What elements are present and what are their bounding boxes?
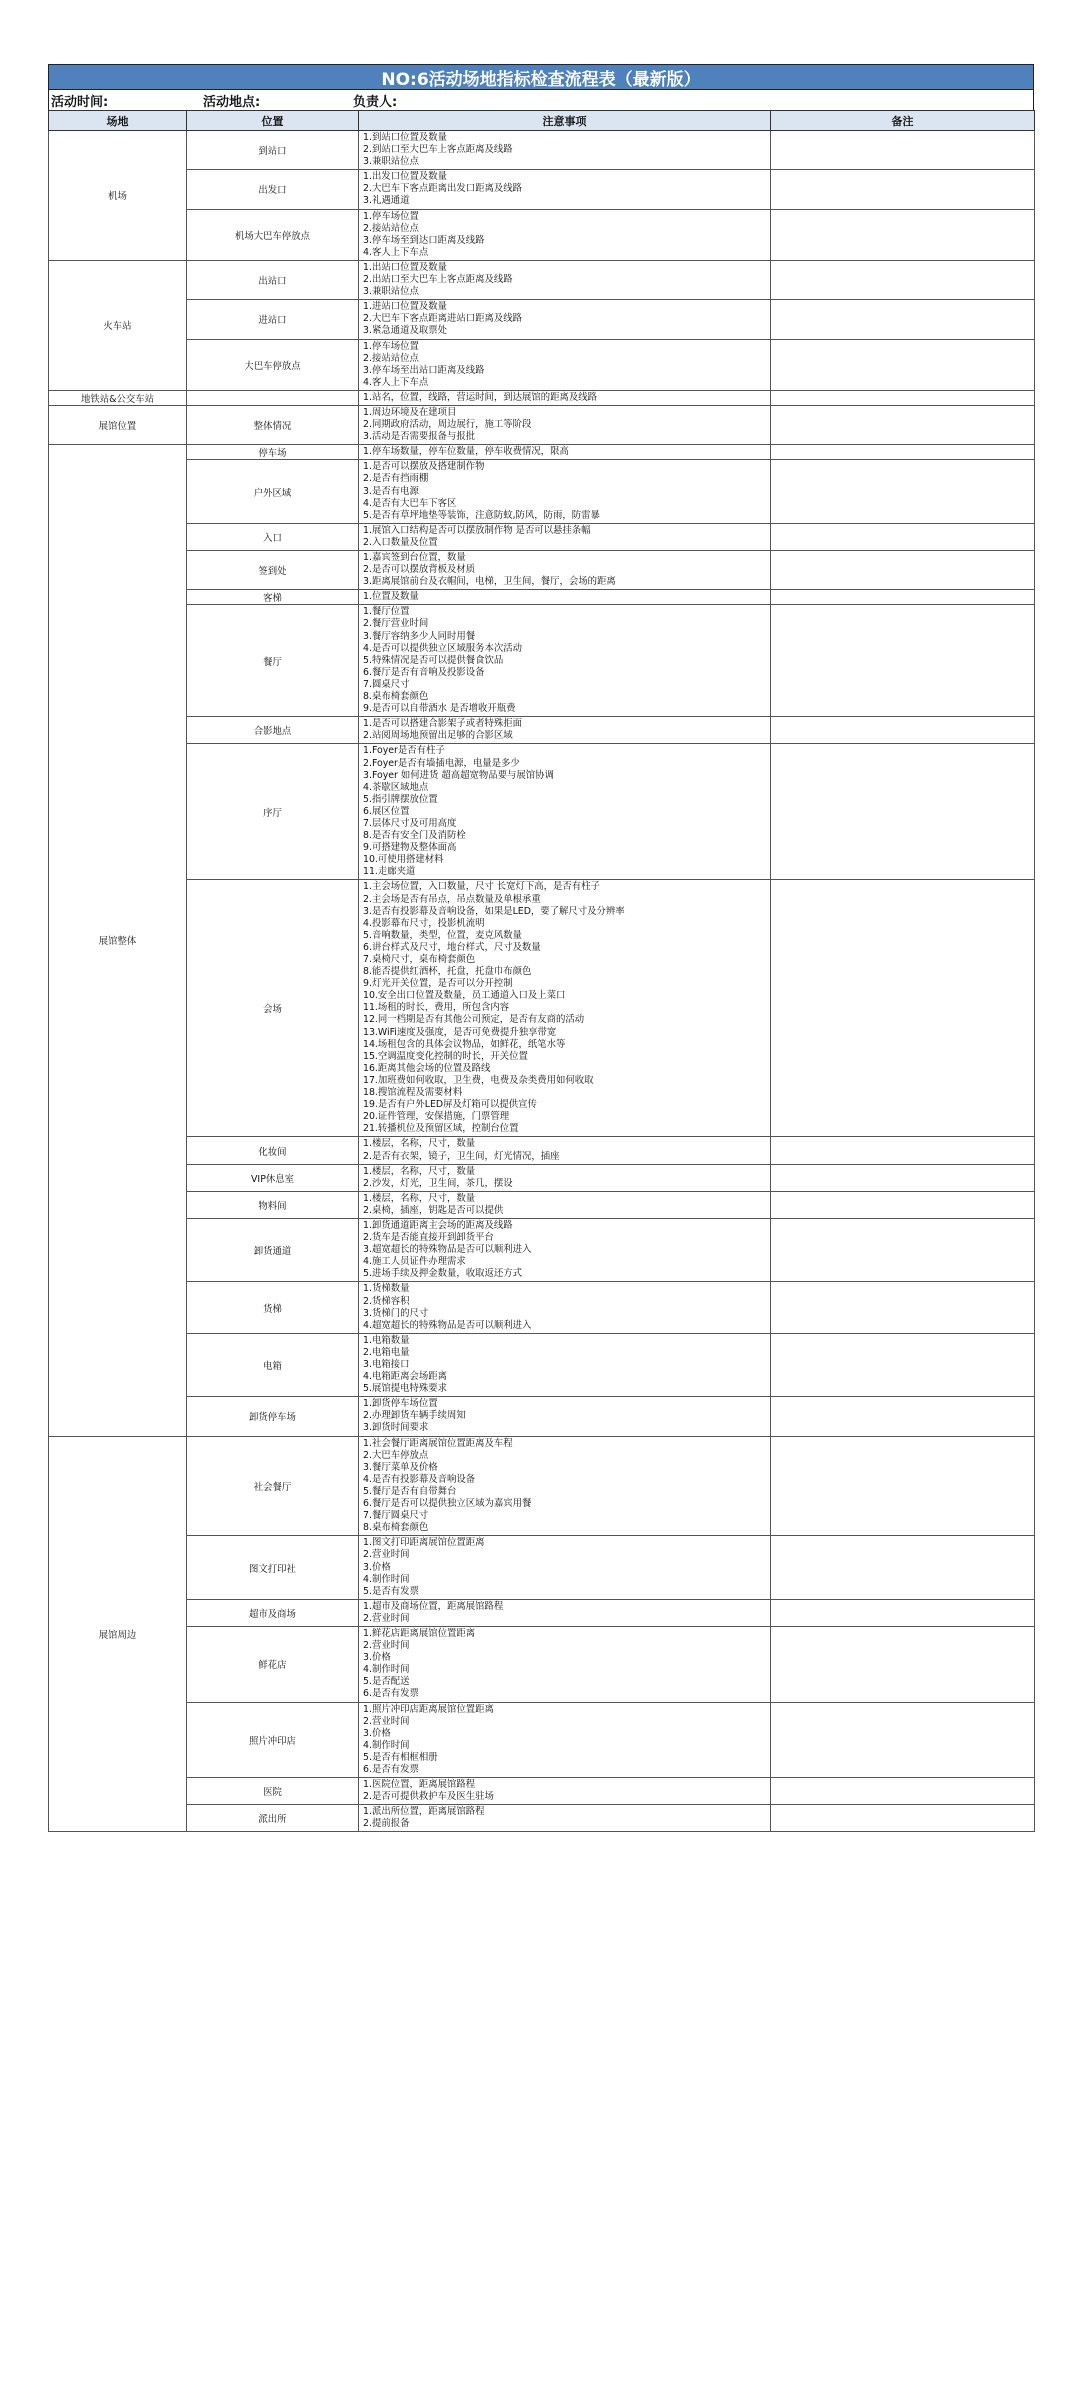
remark-cell [771,1599,1035,1626]
note-line: 10.安全出口位置及数量，员工通道入口及上菜口 [363,990,566,1002]
table-row [49,1137,1035,1164]
notes-cell [359,1333,771,1396]
site-cell: 地铁站&公交车站 [49,390,187,405]
note-line: 5.餐厅是否有自带舞台 [363,1485,457,1497]
note-line: 3.餐厅菜单及价格 [363,1461,438,1473]
note-line: 3.价格 [363,1652,391,1664]
remark-cell [771,1436,1035,1536]
note-line: 20.证件管理，安保措施，门票管理 [363,1111,510,1123]
note-line: 11.场租的时长，费用，所包含内容 [363,1002,510,1014]
position-cell: 超市及商场 [187,1599,359,1626]
table-row [49,209,1035,260]
position-cell: 整体情况 [187,405,359,444]
notes-cell [359,209,771,260]
notes-cell [359,744,771,880]
notes-cell [359,460,771,523]
note-line: 2.大巴车停放点 [363,1449,429,1461]
note-line: 1.货梯数量 [363,1283,410,1295]
meta-row [48,90,1034,110]
site-cell: 展馆整体 [49,445,187,1436]
activity-place-label: 活动地点: [203,94,261,110]
site-cell: 展馆周边 [49,1436,187,1832]
position-cell: 物料间 [187,1191,359,1218]
note-line: 3.价格 [363,1561,391,1573]
note-line: 2.大巴车下客点距离出发口距离及线路 [363,183,522,195]
note-line: 8.能否提供红酒杯，托盘，托盘巾布颜色 [363,966,532,978]
note-line: 2.营业时间 [363,1715,410,1727]
note-line: 1.出发口位置及数量 [363,171,447,183]
note-line: 2.接站站位点 [363,352,419,364]
remark-cell [771,339,1035,390]
note-line: 2.入口数量及位置 [363,536,438,548]
notes-cell [359,390,771,405]
note-line: 1.是否可以搭建合影架子或者特殊拒面 [363,718,522,730]
note-line: 4.茶歇区域地点 [363,781,429,793]
note-line: 2.主会场是否有吊点，吊点数量及单根承重 [363,893,541,905]
remark-cell [771,131,1035,170]
note-line: 9.灯光开关位置，是否可以分开控制 [363,978,513,990]
note-line: 13.WiFi速度及强度，是否可免费提升独享带宽 [363,1026,557,1038]
notes-cell [359,1702,771,1778]
note-line: 3.是否有电源 [363,485,419,497]
remark-cell [771,1282,1035,1333]
notes-cell [359,405,771,444]
note-line: 6.是否有发票 [363,1688,419,1700]
note-line: 6.讲台样式及尺寸，地台样式，尺寸及数量 [363,941,541,953]
note-line: 3.是否有投影幕及音响设备，如果是LED，要了解尺寸及分辨率 [363,905,625,917]
remark-cell [771,880,1035,1137]
table-row [49,744,1035,880]
note-line: 1.医院位置，距离展馆路程 [363,1779,476,1791]
table-row [49,445,1035,460]
position-cell: 鲜花店 [187,1626,359,1702]
note-line: 15.空调温度变化控制的时长，开关位置 [363,1050,528,1062]
table-row [49,717,1035,744]
note-line: 10.可使用搭建材料 [363,854,444,866]
note-line: 6.是否有发票 [363,1764,419,1775]
note-line: 1.电箱数量 [363,1334,410,1346]
table-row [49,1436,1035,1536]
note-line: 7.圆桌尺寸 [363,678,410,690]
table-row [49,1333,1035,1396]
remark-cell [771,1333,1035,1396]
note-line: 2.营业时间 [363,1612,410,1624]
note-line: 3.停车场至到达口距离及线路 [363,234,485,246]
notes-cell [359,1397,771,1436]
position-cell: 出站口 [187,260,359,299]
note-line: 2.到站口至大巴车上客点距离及线路 [363,144,513,156]
position-cell: 大巴车停放点 [187,339,359,390]
site-cell: 展馆位置 [49,405,187,444]
checklist-body [49,131,1035,1832]
note-line: 1.出站口位置及数量 [363,261,447,273]
note-line: 14.场租包含的具体会议物品，如鲜花，纸笔水等 [363,1038,566,1050]
table-row [49,131,1035,170]
notes-cell [359,590,771,605]
remark-cell [771,1164,1035,1191]
table-row [49,1282,1035,1333]
owner-label: 负责人: [353,94,398,110]
note-line: 1.位置及数量 [363,591,419,603]
position-cell: 化妆间 [187,1137,359,1164]
notes-cell [359,1536,771,1599]
table-row [49,300,1035,339]
activity-time-label: 活动时间: [51,94,109,110]
note-line: 3.电箱接口 [363,1359,410,1370]
checklist-sheet [48,64,1034,1832]
note-line: 5.音响数量，类型，位置，麦克风数量 [363,929,522,941]
note-line: 4.投影幕布尺寸，投影机流明 [363,917,485,929]
remark-cell [771,300,1035,339]
note-line: 3.距离展馆前台及衣帽间，电梯，卫生间，餐厅，会场的距离 [363,576,616,588]
table-row [49,1778,1035,1805]
note-line: 2.货车是否能直接开到卸货平台 [363,1232,494,1244]
notes-cell [359,1626,771,1702]
notes-cell [359,523,771,550]
note-line: 2.大巴车下客点距离进站口距离及线路 [363,313,522,325]
note-line: 3.价格 [363,1727,391,1739]
notes-cell [359,131,771,170]
table-row [49,1191,1035,1218]
note-line: 1.是否可以摆放及搭建制作物 [363,461,485,473]
note-line: 1.停车场位置 [363,210,419,222]
position-cell: 客梯 [187,590,359,605]
note-line: 1.周边环境及在建项目 [363,406,457,418]
note-line: 11.走廊夹道 [363,866,416,878]
note-line: 2.接站站位点 [363,222,419,234]
note-line: 2.Foyer是否有墙插电源，电量是多少 [363,757,520,769]
note-line: 4.施工人员证件办理需求 [363,1256,466,1268]
header-notes: 注意事项 [359,111,771,131]
position-cell: 到站口 [187,131,359,170]
remark-cell [771,460,1035,523]
note-line: 19.是否有户外LED屏及灯箱可以提供宣传 [363,1099,537,1111]
note-line: 18.搜馆流程及需要材料 [363,1087,463,1099]
note-line: 12.同一档期是否有其他公司预定，是否有友商的活动 [363,1014,585,1026]
note-line: 5.进场手续及押金数量，收取返还方式 [363,1268,522,1280]
note-line: 1.餐厅位置 [363,606,410,618]
note-line: 5.特殊情况是否可以提供餐食饮品 [363,654,504,666]
note-line: 2.办理卸货车辆手续周知 [363,1410,466,1422]
note-line: 1.停车场位置 [363,340,419,352]
note-line: 8.是否有安全门及消防栓 [363,830,466,842]
notes-cell [359,300,771,339]
note-line: 1.楼层，名称，尺寸，数量 [363,1165,476,1177]
note-line: 4.制作时间 [363,1664,410,1676]
note-line: 1.楼层，名称，尺寸，数量 [363,1138,476,1150]
note-line: 6.展区位置 [363,805,410,817]
notes-cell [359,1164,771,1191]
note-line: 1.照片冲印店距离展馆位置距离 [363,1703,494,1715]
note-line: 1.Foyer是否有柱子 [363,745,445,757]
notes-cell [359,1599,771,1626]
note-line: 3.超宽超长的特殊物品是否可以顺利进入 [363,1244,532,1256]
table-row [49,551,1035,590]
position-cell: 电箱 [187,1333,359,1396]
note-line: 6.餐厅是否有音响及投影设备 [363,666,485,678]
position-cell: 入口 [187,523,359,550]
note-line: 3.活动是否需要报备与报批 [363,431,476,443]
note-line: 3.兼职站位点 [363,156,419,168]
remark-cell [771,744,1035,880]
remark-cell [771,551,1035,590]
note-line: 2.桌椅，插座，钥匙是否可以提供 [363,1204,504,1216]
note-line: 3.紧急通道及取票处 [363,325,447,337]
remark-cell [771,1536,1035,1599]
note-line: 2.营业时间 [363,1640,410,1652]
table-row [49,170,1035,209]
note-line: 17.加班费如何收取，卫生费，电费及杂类费用如何收取 [363,1074,594,1086]
note-line: 1.停车场数量，停车位数量，停车收费情况，限高 [363,446,569,458]
remark-cell [771,605,1035,717]
position-cell: 卸货通道 [187,1218,359,1281]
position-cell: 签到处 [187,551,359,590]
note-line: 7.层体尺寸及可用高度 [363,817,457,829]
notes-cell [359,1218,771,1281]
remark-cell [771,1702,1035,1778]
note-line: 2.是否有挡雨棚 [363,473,429,485]
notes-cell [359,605,771,717]
note-line: 1.主会场位置，入口数量，尺寸 长宽灯下高，是否有柱子 [363,881,600,893]
notes-cell [359,170,771,209]
note-line: 6.餐厅是否可以提供独立区域为嘉宾用餐 [363,1498,532,1510]
remark-cell [771,170,1035,209]
remark-cell [771,590,1035,605]
remark-cell [771,445,1035,460]
notes-cell [359,551,771,590]
remark-cell [771,1397,1035,1436]
table-row [49,260,1035,299]
note-line: 2.电箱电量 [363,1346,410,1358]
remark-cell [771,523,1035,550]
table-row [49,1536,1035,1599]
note-line: 2.出站口至大巴车上客点距离及线路 [363,274,513,286]
note-line: 21.转播机位及预留区域，控制台位置 [363,1123,519,1135]
note-line: 8.桌布椅套颜色 [363,691,429,703]
remark-cell [771,209,1035,260]
checklist-table [48,110,1035,1832]
table-row [49,605,1035,717]
note-line: 1.嘉宾签到台位置，数量 [363,552,466,563]
position-cell: 卸货停车场 [187,1397,359,1436]
note-line: 2.站阅周场地预留出足够的合影区域 [363,730,513,742]
remark-cell [771,1137,1035,1164]
note-line: 5.是否有草坪地垫等装饰，注意防蚊,防风，防雨，防雷暴 [363,509,600,521]
note-line: 3.Foyer 如何进货 超高超宽物品要与展馆协调 [363,769,554,781]
note-line: 4.电箱距离会场距离 [363,1371,447,1383]
notes-cell [359,445,771,460]
table-row [49,590,1035,605]
position-cell: VIP休息室 [187,1164,359,1191]
position-cell: 派出所 [187,1805,359,1832]
note-line: 4.制作时间 [363,1573,410,1585]
note-line: 1.楼层，名称，尺寸，数量 [363,1192,476,1204]
remark-cell [771,1626,1035,1702]
note-line: 2.餐厅营业时间 [363,618,429,630]
header-remarks: 备注 [771,111,1035,131]
remark-cell [771,1191,1035,1218]
table-row [49,1218,1035,1281]
position-cell [187,390,359,405]
note-line: 5.是否有相框相册 [363,1751,438,1763]
position-cell: 机场大巴车停放点 [187,209,359,260]
remark-cell [771,1778,1035,1805]
note-line: 5.指引牌摆放位置 [363,793,438,805]
note-line: 1.站名，位置，线路，营运时间，到达展馆的距离及线路 [363,391,597,403]
table-row [49,1626,1035,1702]
note-line: 3.货梯门的尺寸 [363,1307,429,1319]
note-line: 7.桌椅尺寸，桌布椅套颜色 [363,954,476,965]
position-cell: 医院 [187,1778,359,1805]
position-cell: 序厅 [187,744,359,880]
position-cell: 户外区域 [187,460,359,523]
note-line: 5.展馆提电特殊要求 [363,1383,447,1395]
remark-cell [771,717,1035,744]
site-cell: 机场 [49,131,187,261]
note-line: 2.是否可以摆放背板及材质 [363,564,476,576]
note-line: 1.社会餐厅距离展馆位置距离及车程 [363,1437,513,1449]
note-line: 1.图文打印距离展馆位置距离 [363,1537,485,1549]
notes-cell [359,1282,771,1333]
notes-cell [359,1778,771,1805]
position-cell: 照片冲印店 [187,1702,359,1778]
note-line: 3.卸货时间要求 [363,1422,429,1434]
remark-cell [771,260,1035,299]
header-site: 场地 [49,111,187,131]
position-cell: 合影地点 [187,717,359,744]
note-line: 7.餐厅圆桌尺寸 [363,1510,429,1522]
site-cell: 火车站 [49,260,187,390]
table-row [49,1397,1035,1436]
note-line: 2.同期政府活动，周边展行，施工等阶段 [363,419,532,431]
note-line: 4.客人上下车点 [363,246,429,258]
note-line: 1.卸货停车场位置 [363,1398,438,1410]
notes-cell [359,717,771,744]
note-line: 2.货梯容积 [363,1295,410,1307]
remark-cell [771,1218,1035,1281]
note-line: 3.礼遇通道 [363,195,410,207]
table-row [49,880,1035,1137]
table-row [49,1702,1035,1778]
remark-cell [771,405,1035,444]
note-line: 16.距离其他会场的位置及路线 [363,1062,491,1074]
note-line: 3.停车场至出站口距离及线路 [363,364,485,376]
header-position: 位置 [187,111,359,131]
note-line: 5.是否配送 [363,1676,410,1688]
notes-cell [359,880,771,1137]
note-line: 4.是否有投影幕及音响设备 [363,1473,476,1485]
table-row [49,390,1035,405]
notes-cell [359,1436,771,1536]
note-line: 9.是否可以自带酒水 是否增收开瓶费 [363,703,516,715]
table-row [49,405,1035,444]
note-line: 3.兼职站位点 [363,286,419,298]
note-line: 2.是否有衣架，镜子，卫生间，灯光情况，插座 [363,1150,560,1162]
note-line: 2.是否可提供救护车及医生驻场 [363,1791,494,1803]
note-line: 4.制作时间 [363,1739,410,1751]
table-row [49,339,1035,390]
note-line: 2.营业时间 [363,1549,410,1561]
position-cell: 货梯 [187,1282,359,1333]
note-line: 4.是否有大巴车下客区 [363,497,457,509]
notes-cell [359,1805,771,1832]
note-line: 1.展馆入口结构是否可以摆放制作物 是否可以悬挂条幅 [363,524,591,536]
note-line: 2.沙发，灯光，卫生间，茶几，摆设 [363,1177,513,1189]
table-row [49,1599,1035,1626]
notes-cell [359,1191,771,1218]
note-line: 9.可搭建物及整体面高 [363,842,457,854]
table-row [49,523,1035,550]
position-cell: 停车场 [187,445,359,460]
sheet-title: NO:6活动场地指标检查流程表（最新版） [48,64,1034,90]
note-line: 1.到站口位置及数量 [363,132,447,143]
remark-cell [771,390,1035,405]
position-cell: 餐厅 [187,605,359,717]
header-row [49,111,1035,131]
notes-cell [359,339,771,390]
remark-cell [771,1805,1035,1832]
note-line: 1.超市及商场位置，距离展馆路程 [363,1600,504,1612]
table-row [49,1164,1035,1191]
note-line: 1.鲜花店距离展馆位置距离 [363,1627,476,1639]
position-cell: 进站口 [187,300,359,339]
note-line: 1.进站口位置及数量 [363,301,447,313]
note-line: 4.超宽超长的特殊物品是否可以顺利进入 [363,1319,532,1331]
note-line: 4.是否可以提供独立区域服务本次活动 [363,642,522,654]
note-line: 1.卸货通道距离主会场的距离及线路 [363,1219,513,1231]
note-line: 5.是否有发票 [363,1585,419,1597]
note-line: 4.客人上下车点 [363,376,429,388]
table-row [49,460,1035,523]
position-cell: 会场 [187,880,359,1137]
note-line: 1.派出所位置，距离展馆路程 [363,1806,485,1818]
notes-cell [359,1137,771,1164]
table-row [49,1805,1035,1832]
note-line: 8.桌布椅套颜色 [363,1522,429,1534]
position-cell: 图文打印社 [187,1536,359,1599]
note-line: 2.提前报备 [363,1818,410,1830]
note-line: 3.餐厅容纳多少人同时用餐 [363,630,476,642]
position-cell: 社会餐厅 [187,1436,359,1536]
notes-cell [359,260,771,299]
position-cell: 出发口 [187,170,359,209]
